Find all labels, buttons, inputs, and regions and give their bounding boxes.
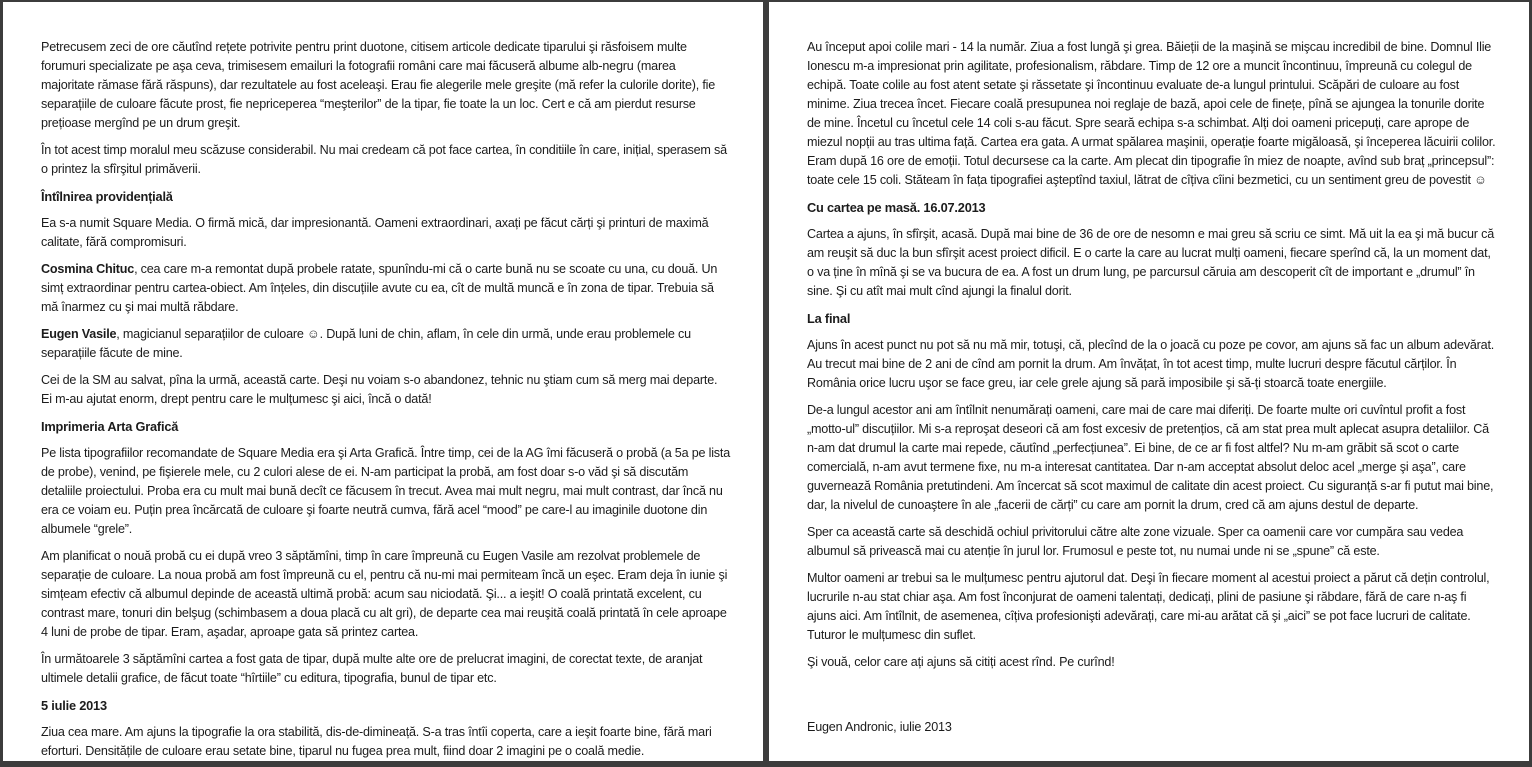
paragraph: În tot acest timp moralul meu scăzuse considerabil. Nu mai credeam că pot face cartea, în conditiile în care, inițial, sperasem să o printez la sfîrşitul primăverii. [41,143,727,176]
paragraph: Cartea a ajuns, în sfîrşit, acasă. După mai bine de 36 de ore de nesomn e mai greu să scriu ce simt. Mă uit la ea şi mă bucur că am reuşit să duc la bun sfîrşit acest proiect dificil. E o carte la care au lucrat mulți oameni, fiecare sperînd că, la un moment dat, o va ține în mînă şi se va bucura de ea. A fost un drum lung, pe parcursul căruia am descoperit cît de important e „drumul” în sine. Şi cu atît mai mult cînd ajungi la finalul dorit. [807,227,1494,298]
bold-name: Cosmina Chituc [41,262,135,276]
section-heading: Întîlnirea providențială [41,189,173,204]
paragraph: Ajuns în acest punct nu pot să nu mă mir, totuşi, că, plecînd de la o joacă cu poze pe covor, am ajuns să fac un album adevărat. Au trecut mai bine de 2 ani de cînd am pornit la drum. Am învățat, în tot acest timp, multe lucruri despre făcutul cărților. În România orice lucru uşor se face greu, iar cele grele ajung să pară imposibile şi să-ți stoarcă toate energiile. [807,338,1495,390]
paragraph: Şi vouă, celor care ați ajuns să citiți acest rînd. Pe curînd! [807,655,1115,669]
section-heading: Imprimeria Arta Grafică [41,419,179,434]
paragraph: Multor oameni ar trebui sa le mulțumesc pentru ajutorul dat. Deşi în fiecare moment al acestui proiect a părut că dețin controlul, lucrurile n-au stat chiar aşa. Am fost înconjurat de oameni talentați, dedicați, plini de pasiune şi răbdare, fără de care n-aş fi ajuns aici. Am întîlnit, de asemenea, cîțiva profesionişti adevărați, care mi-au arătat că şi „aici” se pot face lucruri de calitate. Tuturor le mulțumesc din suflet. [807,571,1490,642]
paragraph: Ea s-a numit Square Media. O firmă mică, dar impresionantă. Oameni extraordinari, axați pe făcut cărți şi printuri de maximă calitate, fără compromisuri. [41,216,709,249]
section-heading: Cu cartea pe masă. 16.07.2013 [807,200,986,215]
paragraph: Pe lista tipografiilor recomandate de Square Media era şi Arta Grafică. Între timp, cei de la AG îmi făcuseră o probă (a 5a pe lista de probe), venind, pe fişierele mele, cu 2 culori alese de ei. N-am participat la probă, am fost doar s-o văd şi să discutăm detaliile proiectului. Proba era cu mult mai bună decît ce făcusem în trecut. Avea mai mult negru, mai mult contrast, dar încă nu era ce voiam eu. Puțin prea încărcată de culoare şi foarte neutră cumva, fără acel “mood” pe care-l au imaginile duotone din albumele “grele”. [41,446,731,536]
paragraph: În următoarele 3 săptămîni cartea a fost gata de tipar, după multe alte ore de prelucrat imagini, de corectat texte, de aranjat ultimele detalii grafice, de făcut toate “hîrtiile” cu editura, tipografia, bunul de tipar etc. [41,652,703,685]
paragraph: Eugen Andronic, iulie 2013 [807,720,952,734]
paragraph: Sper ca această carte să deschidă ochiul privitorului către alte zone vizuale. Sper ca oamenii care vor cumpăra sau vedea albumul să privească mai cu atenție în jurul lor. Frumosul e peste tot, nu numai unde ni se „spune” că este. [807,525,1464,558]
paragraph: Am planificat o nouă probă cu ei după vreo 3 săptămîni, timp în care împreună cu Eugen Vasile am rezolvat problemele de separație de culoare. La noua probă am fost împreună cu el, pentru că nu-mi mai permiteam încă un eşec. Eram deja în iunie şi simțeam efectiv că albumul depinde de această ultimă probă: acum sau niciodată. Şi... a ieşit! O coală printată excelent, cu contrast mare, tonuri din belşug (schimbasem a doua placă cu alt gri), de departe cea mai reuşită coală printată în cele aproape 4 luni de probe de tipar. Eram, aşadar, aproape gata să printez cartea. [41,549,728,639]
paragraph: Cosmina Chituc, cea care m-a remontat după probele ratate, spunîndu-mi că o carte bună nu se scoate cu una, cu două. Un simț extraordinar pentru cartea-obiect. Am înțeles, din discuțiile avute cu ea, cît de multă muncă e în zona de tipar. Trebuia să mă înarmez cu şi mai multă răbdare. [41,262,718,314]
section-heading: La final [807,311,851,326]
paragraph-spacer [807,680,1497,718]
document-page-left [3,2,763,761]
paragraph: Eugen Vasile, magicianul separațiilor de culoare ☺. După luni de chin, aflam, în cele din urmă, unde erau problemele cu separațiile făcute de mine. [41,327,691,360]
paragraph: Petrecusem zeci de ore căutînd rețete potrivite pentru print duotone, citisem articole dedicate tiparului şi răsfoisem multe forumuri specializate pe aşa ceva, trimisesem emailuri la fotografii români care mai făcuseră albume alb-negru (marea majoritate rămase fără răspuns), dar rezultatele au fost aceleaşi. Erau fie alegerile mele greşite (mă refer la culorile dorite), fie separațiile de culoare făcute prost, fie nepriceperea “meşterilor” de la tipar, fie toate la un loc. Cert e că am pierdut resurse prețioase mergînd pe un drum greşit. [41,40,716,130]
bold-name: Eugen Vasile [41,327,117,341]
paragraph: Au început apoi colile mari - 14 la număr. Ziua a fost lungă şi grea. Băieții de la maşină se mişcau incredibil de bine. Domnul Ilie Ionescu m-a impresionat prin agilitate, profesionalism, răbdare. Timp de 12 ore a muncit încontinuu, împreună cu colegul de echipă. Toate colile au fost atent setate şi răssetate şi încontinuu evaluate de-a lungul printului. Scăpări de culoare au fost minime. Ziua trecea încet. Fiecare coală presupunea noi reglaje de bază, apoi cele de finețe, pînă se ajungea la tonurile dorite de mine. Încetul cu încetul cele 14 coli s-au făcut. Spre seară echipa s-a schimbat. Alți doi oameni pricepuți, care aprope de miezul nopții au tras ultima față. Cartea era gata. A urmat spălarea maşinii, operație foarte migăloasă, şi începerea lăcuirii colilor. Eram după 16 ore de emoții. Totul decursese ca la carte. Am plecat din tipografie în miez de noapte, avînd sub braț „princepsul”: toate cele 15 coli. Stăteam în fața tipografiei aşteptînd taxiul, lătrat de cîțiva cîini bezmetici, cu un sentiment greu de povestit ☺ [807,40,1496,187]
paragraph: De-a lungul acestor ani am întîlnit nenumărați oameni, care mai de care mai diferiți. De foarte multe ori cuvîntul profit a fost „motto-ul” discuțiilor. Mi s-a reproşat deseori că am fost excesiv de pretențios, că am stat prea mult aplecat asupra detaliilor. Că n-am dat drumul la carte mai repede, căutînd „perfecțiunea”. Ei bine, de ce ar fi fost altfel? Nu m-am grăbit să scot o carte comercială, n-am avut termene fixe, nu m-a interesat cantitatea. Dar n-am acceptat absolut deloc acel „merge şi aşa”, care guvernează România pretutindeni. Am încercat să scot maximul de calitate din acest proiect. Cu siguranță s-ar fi putut mai bine, dar, la nivelul de cunoaştere în ale „facerii de cărți” cu care am pornit la drum, cred că am ajuns destul de departe. [807,403,1494,512]
document-page-right [769,2,1529,761]
paragraph: Cei de la SM au salvat, pîna la urmă, această carte. Deşi nu voiam s-o abandonez, tehnic nu ştiam cum să merg mai departe. Ei m-au ajutat enorm, drept pentru care le mulțumesc şi aici, încă o dată! [41,373,718,406]
section-heading: 5 iulie 2013 [41,698,107,713]
paragraph: Ziua cea mare. Am ajuns la tipografie la ora stabilită, dis-de-dimineață. S-a tras întîi coperta, care a ieşit foarte bine, fără mari eforturi. Densitățile de culoare erau setate bine, tiparul nu fugea prea mult, fiind doar 2 imagini pe o coală medie. [41,725,712,758]
